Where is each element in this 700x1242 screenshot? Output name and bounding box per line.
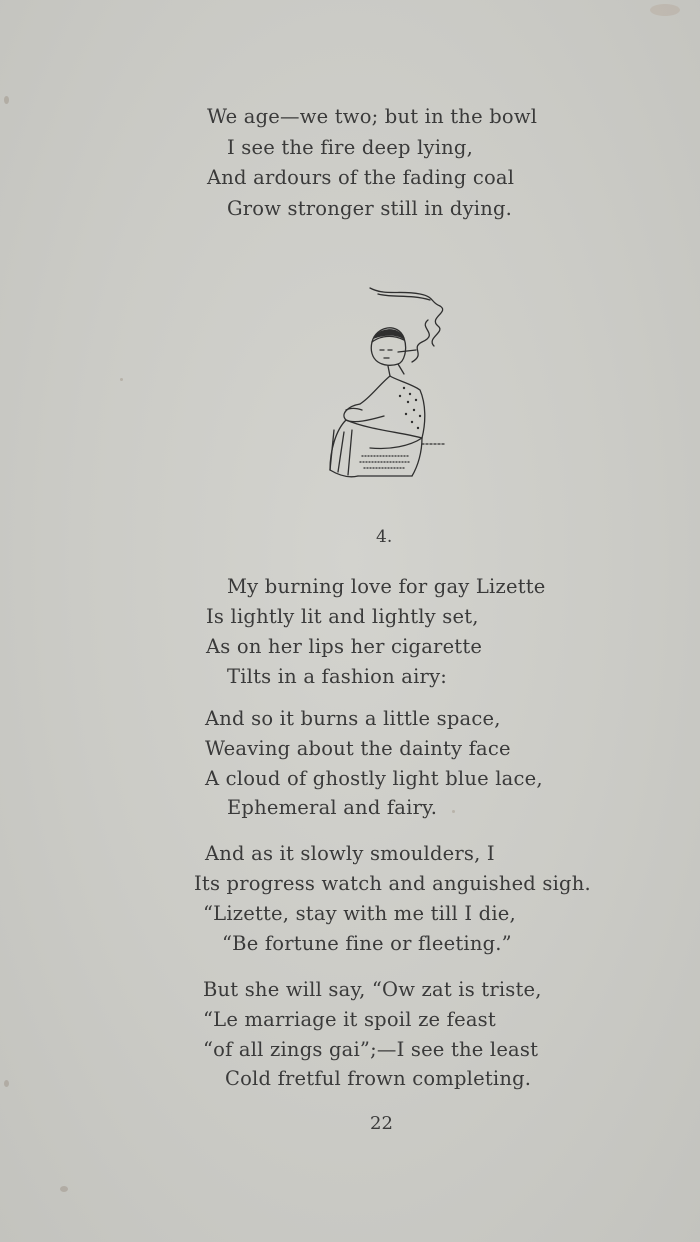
poem-line: As on her lips her cigarette (206, 635, 483, 658)
poem-line: “Lizette, stay with me till I die, (203, 902, 516, 925)
poem-line: Cold fretful frown completing. (225, 1067, 532, 1090)
poem-line: And as it slowly smoulders, I (205, 842, 495, 865)
poem-line: Grow stronger still in dying. (227, 197, 513, 220)
poem-line: Its progress watch and anguished sigh. (194, 872, 591, 895)
paper-speck (4, 96, 9, 104)
paper-speck (452, 810, 455, 813)
page-number: 22 (370, 1113, 393, 1134)
poem-line: “of all zings gai”;—I see the least (203, 1038, 539, 1061)
poem-line: And ardours of the fading coal (207, 166, 515, 189)
paper-speck (4, 1080, 9, 1087)
poem-line: Is lightly lit and lightly set, (206, 605, 479, 628)
poem-line: Ephemeral and fairy. (227, 796, 438, 819)
poem-line: Weaving about the dainty face (205, 737, 511, 760)
paper-speck (120, 378, 123, 381)
poem-line: But she will say, “Ow zat is triste, (203, 978, 542, 1001)
poem-line: A cloud of ghostly light blue lace, (205, 767, 543, 790)
poem-line: Tilts in a fashion airy: (227, 665, 448, 688)
paper-speck (60, 1186, 68, 1192)
poem-line: “Le marriage it spoil ze feast (203, 1008, 496, 1031)
poem-line: “Be fortune fine or fleeting.” (222, 932, 512, 955)
poem-line: And so it burns a little space, (205, 707, 501, 730)
seated-woman-smoking-illustration (300, 280, 460, 490)
poem-line: We age—we two; but in the bowl (207, 105, 538, 128)
poem-line: My burning love for gay Lizette (227, 575, 546, 598)
paper-speck (650, 4, 680, 16)
section-number: 4. (376, 527, 393, 547)
poem-line: I see the fire deep lying, (227, 136, 474, 159)
